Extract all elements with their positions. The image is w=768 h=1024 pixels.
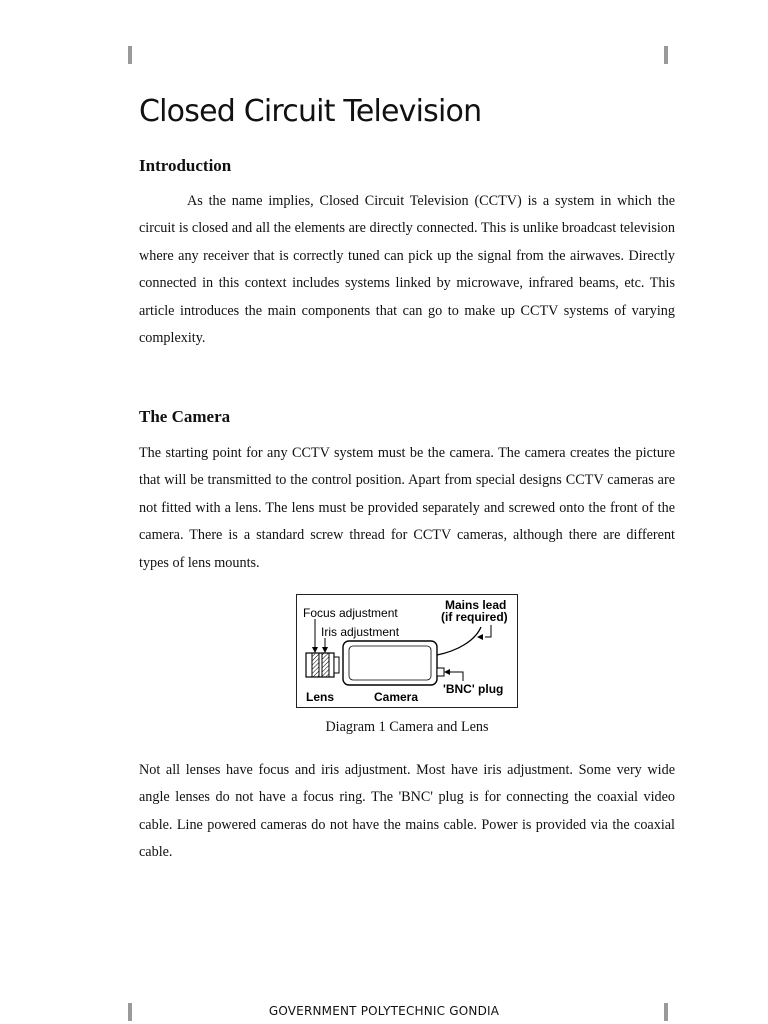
page-footer: GOVERNMENT POLYTECHNIC GONDIA xyxy=(268,1004,500,1018)
iris-ring-shape xyxy=(322,653,329,677)
figure-caption: Diagram 1 Camera and Lens xyxy=(325,719,489,735)
label-bnc-plug: 'BNC' plug xyxy=(443,682,504,696)
paragraph-lens-notes: Not all lenses have focus and iris adjustment. Most have iris adjustment. Some very wide angle lenses do not have a focus ring. The 'BNC' plug is for connecting the coaxial video cable. Line powered cameras do not have the mains cable. Power is provided via the coaxial cable. xyxy=(139,762,675,861)
label-mains-lead: Mains lead xyxy=(445,598,507,612)
focus-arrowhead xyxy=(312,647,318,653)
iris-arrowhead xyxy=(322,647,328,653)
crop-mark-top-right xyxy=(664,46,668,64)
label-if-required: (if required) xyxy=(441,610,508,624)
lens-mount-shape xyxy=(334,657,339,673)
label-camera: Camera xyxy=(374,690,419,704)
label-focus-adjustment: Focus adjustment xyxy=(303,606,398,620)
camera-body-shape xyxy=(343,641,437,685)
page-title: Closed Circuit Television xyxy=(139,94,482,129)
mains-lead-shape xyxy=(437,627,481,655)
label-iris-adjustment: Iris adjustment xyxy=(321,625,400,639)
camera-lens-diagram xyxy=(296,594,518,708)
label-lens: Lens xyxy=(306,690,335,704)
mains-lead-arrow xyxy=(485,625,491,637)
crop-mark-top-left xyxy=(128,46,132,64)
section-heading-introduction: Introduction xyxy=(139,156,232,175)
bnc-plug-shape xyxy=(437,668,444,676)
bnc-arrowhead xyxy=(444,669,450,675)
bnc-arrow xyxy=(450,672,463,681)
lens-shape xyxy=(306,653,334,677)
paragraph-camera: The starting point for any CCTV system must be the camera. The camera creates the picture that will be transmitted to the control position. Apart from special designs CCTV cameras are not fitted with a lens. The lens must be provided separately and screwed onto the front of the camera. There is a standard screw thread for CCTV cameras, although there are different types of lens mounts. xyxy=(139,445,675,571)
section-heading-camera: The Camera xyxy=(139,407,231,426)
paragraph-introduction: As the name implies, Closed Circuit Television (CCTV) is a system in which the circuit is closed and all the elements are directly connected. This is unlike broadcast television where any receiver that is correctly tuned can pick up the signal from the airwaves. Directly connected in this context includes systems linked by microwave, infrared beams, etc. This article introduces the main components that can go to make up CCTV systems of varying complexity. xyxy=(139,193,675,347)
mains-lead-arrowhead xyxy=(477,634,483,640)
focus-ring-shape xyxy=(312,653,319,677)
